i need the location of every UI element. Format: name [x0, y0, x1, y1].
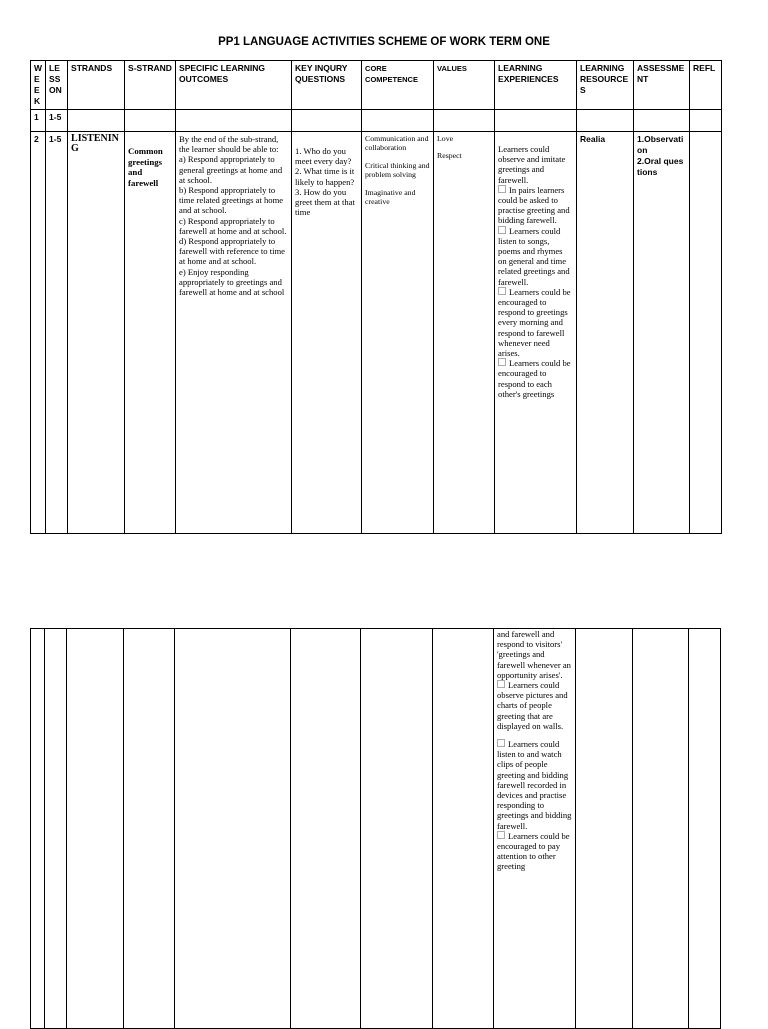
experience-item: Learners could be encouraged to respond to greetings every morning and respond to farewell whenever need arises. — [498, 286, 571, 359]
questions-cell — [292, 132, 362, 534]
table-row — [31, 132, 722, 534]
strand-cell: LISTENING — [68, 132, 125, 534]
header-values: VALUES — [434, 61, 495, 110]
bullet-icon — [498, 358, 506, 366]
header-reflection: REFL — [690, 61, 722, 110]
bullet-icon — [497, 831, 505, 839]
week-cell: 2 — [31, 132, 46, 534]
bullet-icon — [497, 739, 505, 747]
question-item: 3. How do you greet them at that time — [295, 186, 355, 218]
outcome-item: By the end of the sub-strand, the learner should be able to: — [179, 134, 279, 155]
outcome-item: b) Respond appropriately to time related greetings at home and at school. — [179, 185, 284, 216]
bullet-icon — [498, 226, 506, 234]
value-item: Respect — [437, 151, 462, 161]
assessment-item: 2.Oral questions — [637, 156, 684, 177]
experiences-cell — [495, 132, 577, 534]
header-outcomes: SPECIFIC LEARNING OUTCOMES — [176, 61, 292, 110]
question-item: 2. What time is it likely to happen? — [295, 166, 355, 187]
core-item: Imaginative and creative — [365, 187, 416, 207]
core-item: Communication and collaboration — [365, 134, 429, 153]
header-week: WEEK — [31, 61, 46, 110]
experience-item: and farewell and respond to visitors' 'greetings and farewell whenever an opportunity arises'. — [497, 629, 571, 680]
bullet-icon — [498, 287, 506, 295]
assessment-cell — [634, 132, 690, 534]
page-title: PP1 LANGUAGE ACTIVITIES SCHEME OF WORK TERM ONE — [218, 36, 550, 48]
assessment-item: 1.Observation — [637, 134, 684, 155]
experience-item: In pairs learners could be asked to practise greeting and bidding farewell. — [498, 184, 570, 226]
value-item: Love — [437, 134, 454, 143]
experience-item: Learners could listen to songs, poems and rhymes on general and time related greetings and farewell. — [498, 225, 570, 287]
header-resources: LEARNING RESOURCES — [577, 61, 634, 110]
header-strands: STRANDS — [68, 61, 125, 110]
experiences-cell-continued — [494, 629, 576, 1029]
experience-item: Learners could be encouraged to pay attention to other greeting — [497, 830, 570, 872]
experience-item: Learners could listen to and watch clips of people greeting and bidding farewell recorded in devices and practise responding to greetings and bidding farewell. — [497, 739, 572, 831]
header-row — [31, 61, 722, 110]
table-row — [31, 110, 722, 132]
core-item: Critical thinking and problem solving — [365, 160, 430, 180]
outcome-item: a) Respond appropriately to general greetings at home and at school. — [179, 154, 283, 185]
bullet-icon — [498, 185, 506, 193]
header-questions: KEY INQURY QUESTIONS — [292, 61, 362, 110]
header-sub-strand: S-STRAND — [125, 61, 176, 110]
header-core: CORE COMPETENCE — [362, 61, 434, 110]
lesson-cell: 1-5 — [46, 132, 68, 534]
week-cell: 1 — [31, 110, 46, 132]
experience-item: Learners could be encouraged to respond to each other's greetings — [498, 358, 571, 399]
scheme-table — [30, 60, 722, 534]
scheme-table-continued — [30, 628, 721, 1029]
core-cell — [362, 132, 434, 534]
outcome-item: e) Enjoy responding appropriately to greetings and farewell at home and at school — [179, 266, 285, 298]
values-cell — [434, 132, 495, 534]
header-experiences: LEARNING EXPERIENCES — [495, 61, 577, 110]
outcomes-cell — [176, 132, 292, 534]
lesson-cell: 1-5 — [46, 110, 68, 132]
table-row — [31, 629, 721, 1029]
question-item: 1. Who do you meet every day? — [295, 146, 352, 167]
reflection-cell — [690, 132, 722, 534]
experience-item: Learners could observe and imitate greetings and farewell. — [498, 144, 566, 185]
experience-item: Learners could observe pictures and charts of people greeting that are displayed on walls. — [497, 680, 568, 731]
outcome-item: c) Respond appropriately to farewell at home and at school. — [179, 215, 287, 236]
bullet-icon — [497, 680, 505, 688]
outcome-item: d) Respond appropriately to farewell with reference to time at home and at school. — [179, 236, 285, 267]
header-lesson: LESSON — [46, 61, 68, 110]
resources-cell: Realia — [577, 132, 634, 534]
header-assessment: ASSESSMENT — [634, 61, 690, 110]
sub-strand-cell: Common greetings and farewell — [125, 132, 176, 534]
